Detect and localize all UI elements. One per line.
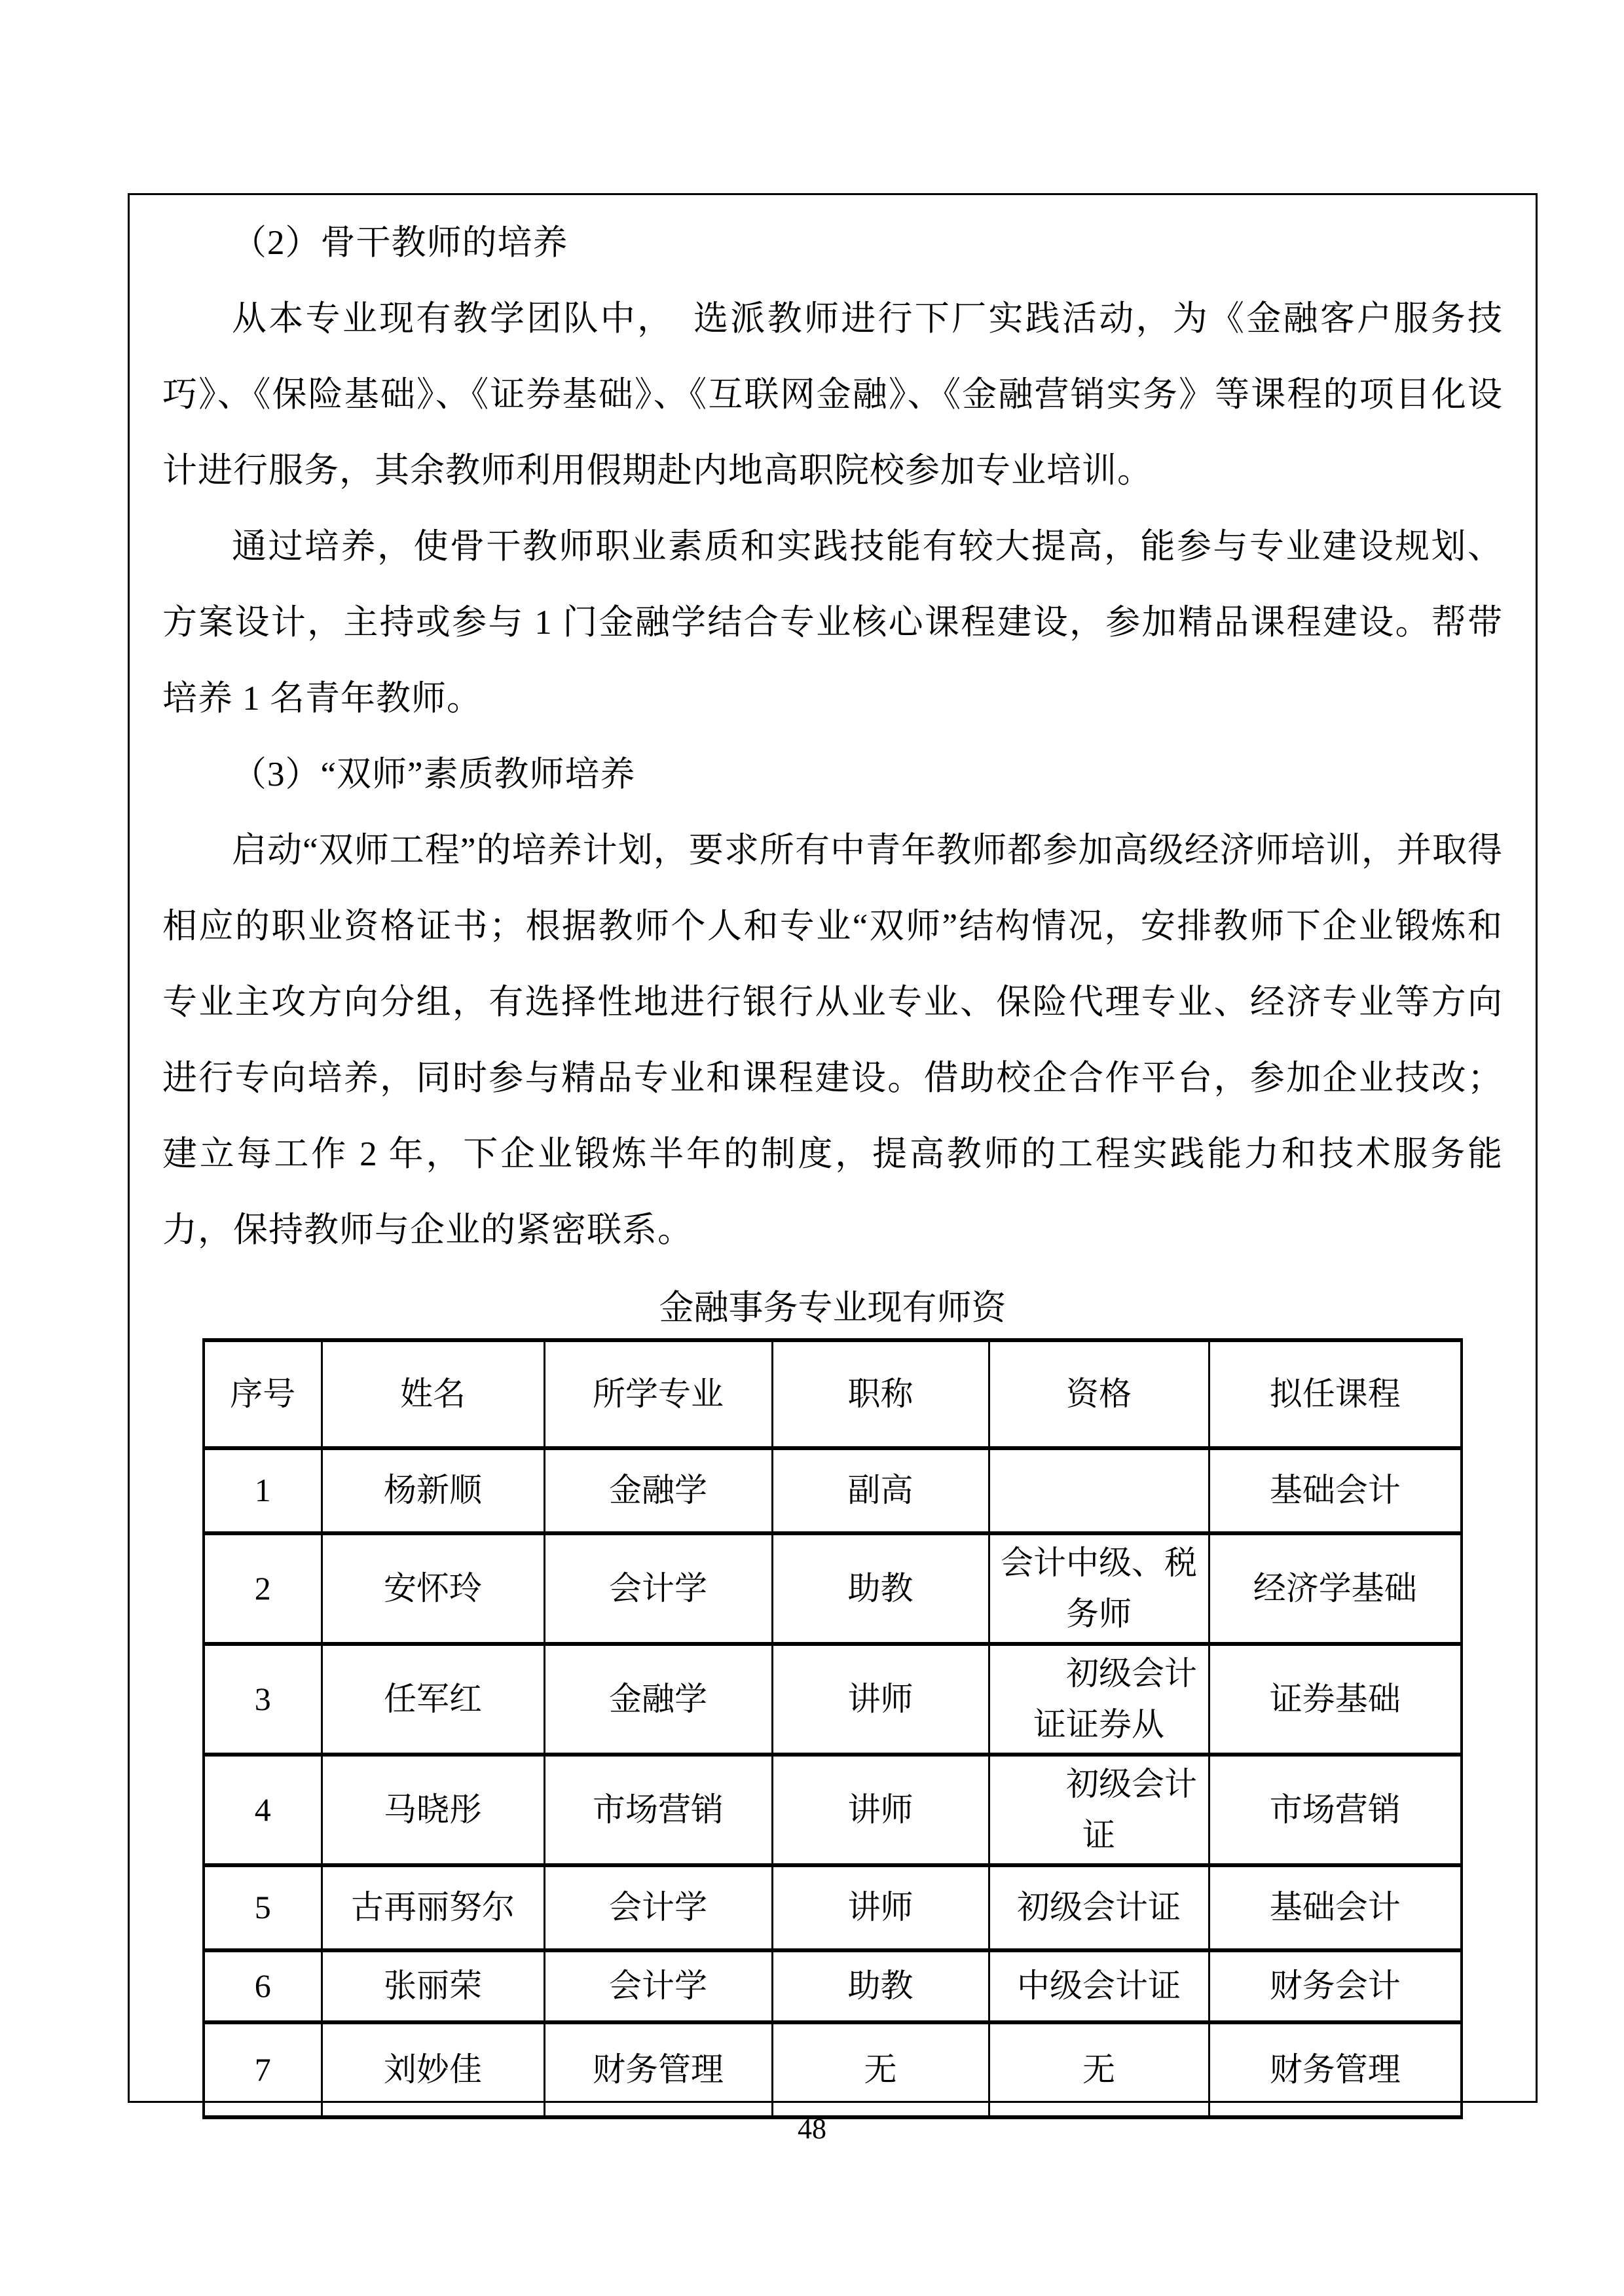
cell-major: 金融学 [544, 1448, 772, 1533]
cell-index: 1 [204, 1448, 322, 1533]
cell-title: 副高 [772, 1448, 989, 1533]
heading-backbone-teachers: （2）骨干教师的培养 [232, 224, 568, 262]
cell-major: 会计学 [544, 1865, 772, 1950]
cell-index: 6 [204, 1950, 322, 2022]
cell-qualification: 无 [989, 2022, 1209, 2117]
cell-courses: 基础会计 [1209, 1865, 1462, 1950]
col-header-major: 所学专业 [544, 1340, 772, 1448]
table-caption: 金融事务专业现有师资 [659, 1289, 1006, 1327]
cell-index: 7 [204, 2022, 322, 2117]
col-header-name: 姓名 [322, 1340, 544, 1448]
table-row [204, 1644, 1462, 1755]
cell-courses: 基础会计 [1209, 1448, 1462, 1533]
cell-qualification: 初级会计证 [989, 1865, 1209, 1950]
cell-title: 讲师 [772, 1644, 989, 1755]
cell-index: 2 [204, 1533, 322, 1644]
col-header-index: 序号 [204, 1340, 322, 1448]
cell-name: 张丽荣 [322, 1950, 544, 2022]
paragraph-practice-activities: 从本专业现有教学团队中， 选派教师进行下厂实践活动，为《金融客户服务技巧》、《保险基础》、《证券基础》、《互联网金融》、《金融营销实务》等课程的项目化设计进行服务，其余教师利用假期赴内地高职院校参加专业培训。 [162, 300, 1503, 490]
table-row [204, 1950, 1462, 2022]
table-header-row [204, 1340, 1462, 1448]
cell-major: 市场营销 [544, 1755, 772, 1865]
cell-qualification [989, 1448, 1209, 1533]
cell-index: 5 [204, 1865, 322, 1950]
cell-courses: 证券基础 [1209, 1644, 1462, 1755]
cell-title: 讲师 [772, 1755, 989, 1865]
col-header-title: 职称 [772, 1340, 989, 1448]
cell-name: 马晓彤 [322, 1755, 544, 1865]
cell-courses: 市场营销 [1209, 1755, 1462, 1865]
cell-major: 会计学 [544, 1533, 772, 1644]
cell-qualification: 中级会计证 [989, 1950, 1209, 2022]
cell-courses: 财务管理 [1209, 2022, 1462, 2117]
cell-index: 4 [204, 1755, 322, 1865]
table-row [204, 1755, 1462, 1865]
cell-courses: 经济学基础 [1209, 1533, 1462, 1644]
cell-name: 刘妙佳 [322, 2022, 544, 2117]
cell-major: 财务管理 [544, 2022, 772, 2117]
cell-courses: 财务会计 [1209, 1950, 1462, 2022]
cell-name: 任军红 [322, 1644, 544, 1755]
table-row [204, 1533, 1462, 1644]
cell-title: 讲师 [772, 1865, 989, 1950]
col-header-qualification: 资格 [989, 1340, 1209, 1448]
cell-name: 安怀玲 [322, 1533, 544, 1644]
cell-title: 无 [772, 2022, 989, 2117]
cell-qualification: 会计中级、税务师 [989, 1533, 1209, 1644]
col-header-courses: 拟任课程 [1209, 1340, 1462, 1448]
cell-major: 会计学 [544, 1950, 772, 2022]
cell-qualification: 初级会计证证券从 [989, 1644, 1209, 1755]
cell-title: 助教 [772, 1533, 989, 1644]
paragraph-dual-teacher-plan: 启动“双师工程”的培养计划，要求所有中青年教师都参加高级经济师培训，并取得相应的职业资格证书；根据教师个人和专业“双师”结构情况，安排教师下企业锻炼和专业主攻方向分组，有选择性地进行银行从业专业、保险代理专业、经济专业等方向进行专向培养，同时参与精品专业和课程建设。借助校企合作平台，参加企业技改；建立每工作 2 年，下企业锻炼半年的制度，提高教师的工程实践能力和技术服务能力，保持教师与企业的紧密联系。 [162, 831, 1503, 1249]
heading-dual-qualified-teachers: （3）“双师”素质教师培养 [232, 756, 636, 793]
cell-index: 3 [204, 1644, 322, 1755]
cell-title: 助教 [772, 1950, 989, 2022]
document-content [130, 195, 1536, 2119]
page-number: 48 [798, 2113, 826, 2145]
cell-qualification: 初级会计证 [989, 1755, 1209, 1865]
table-row [204, 2022, 1462, 2117]
table-row [204, 1448, 1462, 1533]
cell-name: 古再丽努尔 [322, 1865, 544, 1950]
cell-major: 金融学 [544, 1644, 772, 1755]
table-row [204, 1865, 1462, 1950]
paragraph-training-outcomes: 通过培养，使骨干教师职业素质和实践技能有较大提高，能参与专业建设规划、方案设计，主持或参与 1 门金融学结合专业核心课程建设，参加精品课程建设。帮带培养 1 名青年教师。 [162, 528, 1503, 718]
faculty-table [202, 1338, 1463, 2119]
cell-name: 杨新顺 [322, 1448, 544, 1533]
page-border-frame [128, 193, 1538, 2103]
